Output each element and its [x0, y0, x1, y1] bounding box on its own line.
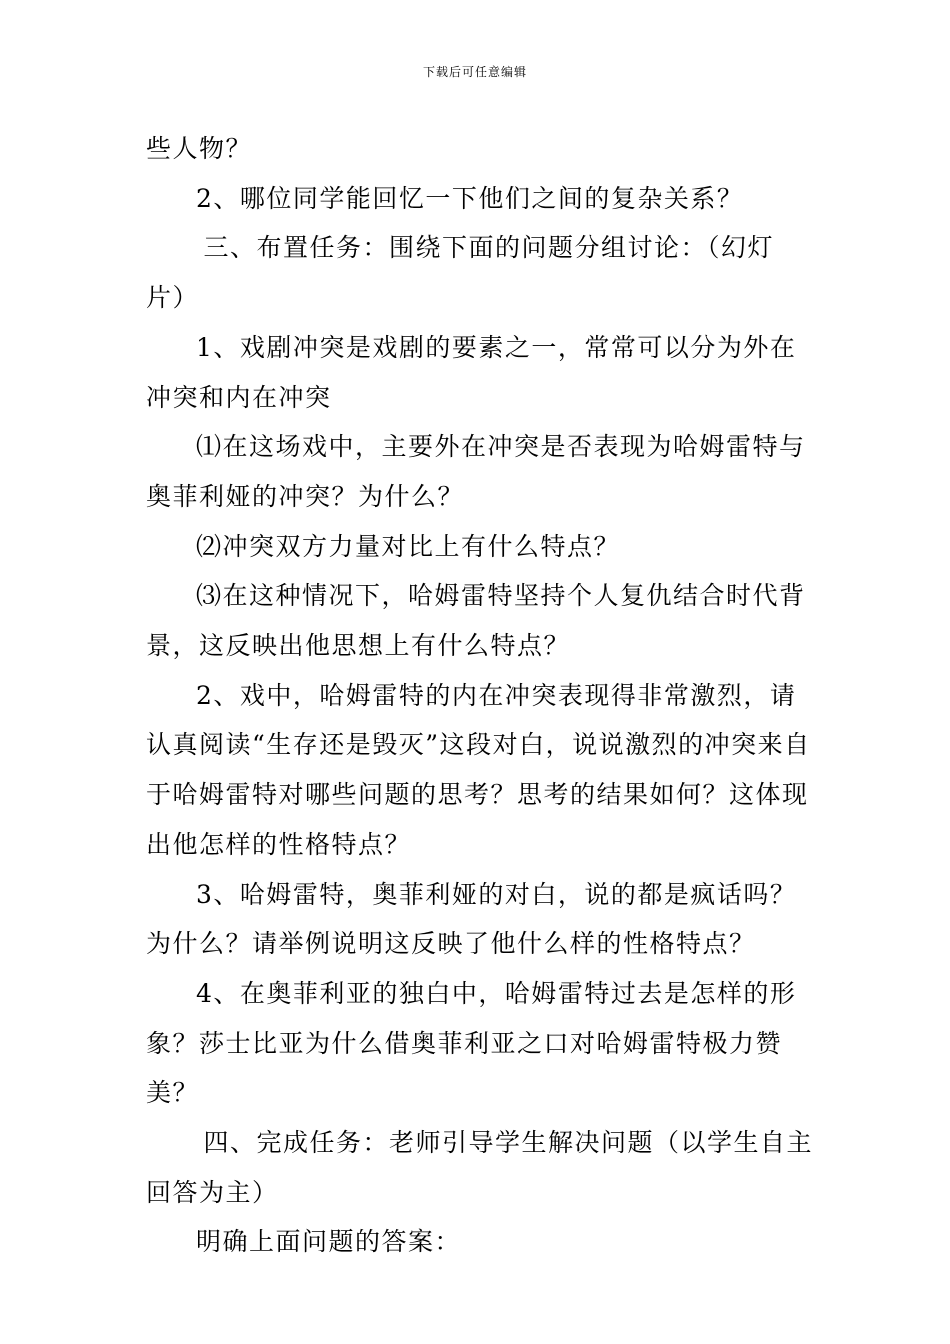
question-dramatic-conflict: 1、戏剧冲突是戏剧的要素之一，常常可以分为外在冲突和内在冲突 — [146, 332, 797, 412]
question-dialogue: 3、哈姆雷特，奥菲利娅的对白，说的都是疯话吗？为什么？请举例说明这反映了他什么样的性格特点？ — [146, 879, 797, 959]
section-complete-tasks: 四、完成任务：老师引导学生解决问题（以学生自主回答为主） — [146, 1128, 814, 1207]
sub-question-1: ⑴在这场戏中，主要外在冲突是否表现为哈姆雷特与奥菲利娅的冲突？为什么？ — [146, 432, 806, 511]
question-recall-relations: 2、哪位同学能回忆一下他们之间的复杂关系？ — [196, 183, 744, 213]
answers-intro: 明确上面问题的答案： — [196, 1227, 462, 1257]
section-assign-tasks: 三、布置任务：围绕下面的问题分组讨论：（幻灯片） — [146, 233, 775, 313]
document-body — [146, 124, 814, 1267]
paragraph-continuation: 些人物？ — [146, 134, 253, 163]
sub-question-3: ⑶在这种情况下，哈姆雷特坚持个人复仇结合时代背景，这反映出他思想上有什么特点？ — [146, 581, 806, 661]
question-inner-conflict: 2、戏中，哈姆雷特的内在冲突表现得非常激烈，请认真阅读“生存还是毁灭”这段对白，说说激烈的冲突来自于哈姆雷特对哪些问题的思考？思考的结果如何？这体现出他怎样的性格特点？ — [146, 680, 811, 859]
sub-question-2: ⑵冲突双方力量对比上有什么特点？ — [196, 531, 621, 561]
question-monologue: 4、在奥菲利亚的独白中，哈姆雷特过去是怎样的形象？莎士比亚为什么借奥菲利亚之口对哈姆雷特极力赞美？ — [146, 978, 797, 1108]
page-header: 下载后可任意编辑 — [422, 65, 527, 79]
